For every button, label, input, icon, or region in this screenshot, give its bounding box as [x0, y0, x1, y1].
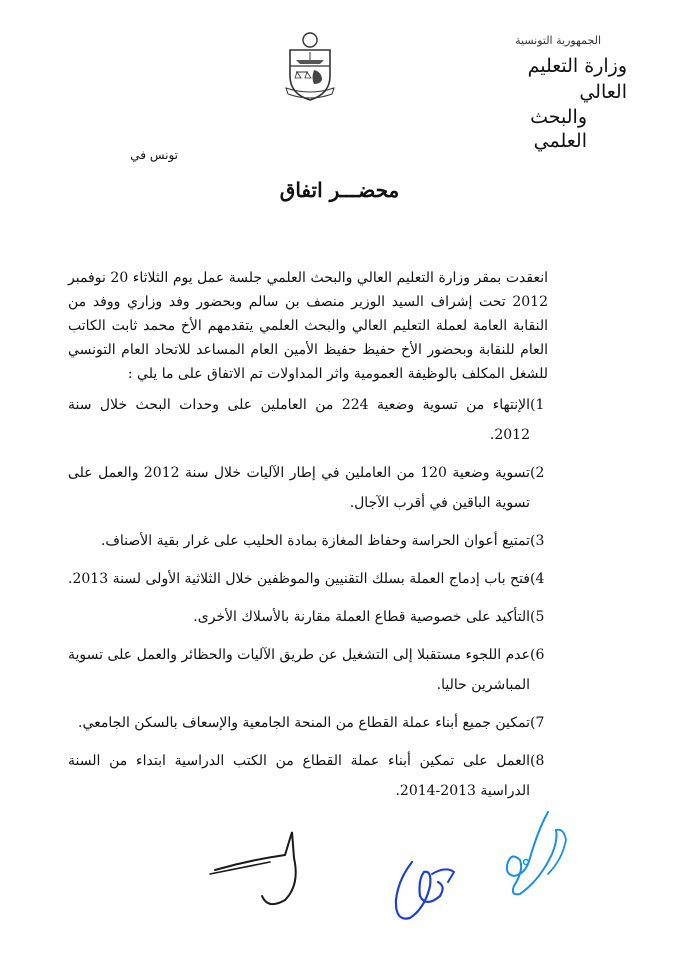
item-number: 2) — [530, 465, 545, 481]
signature-black — [215, 832, 296, 904]
list-item — [68, 602, 548, 632]
document-title: محضـــر اتفاق — [279, 178, 400, 202]
signature-cyan — [507, 812, 557, 894]
item-number: 6) — [530, 647, 545, 663]
item-number: 3) — [530, 533, 545, 549]
signatures — [0, 800, 679, 960]
item-text: التأكيد على خصوصية قطاع العملة مقارنة بالأسلاك الأخرى. — [193, 609, 530, 625]
coat-of-arms-icon — [282, 30, 338, 104]
agreement-items — [68, 390, 548, 806]
letterhead — [477, 34, 627, 153]
item-text: الإنتهاء من تسوية وضعية 224 من العاملين على وحدات البحث خلال سنة 2012. — [68, 397, 530, 443]
list-item — [68, 564, 548, 594]
item-text: تسوية وضعية 120 من العاملين في إطار الآليات خلال سنة 2012 والعمل على تسوية الباقين في أقرب الآجال. — [68, 465, 530, 511]
ministry-name-line2: والبحث العلمي — [530, 106, 587, 152]
item-text: العمل على تمكين أبناء عملة القطاع من الكتب الدراسية ابتداء من السنة الدراسية 2013-2014. — [68, 753, 530, 799]
item-number: 1) — [530, 397, 545, 413]
item-text: تمكين جميع أبناء عملة القطاع من المنحة الجامعية والإسعاف بالسكن الجامعي. — [78, 715, 530, 731]
item-text: تمتيع أعوان الحراسة وحفاظ المغازة بمادة الحليب على غرار بقية الأصناف. — [100, 533, 530, 549]
item-number: 7) — [530, 715, 545, 731]
item-text: فتح باب إدماج العملة بسلك التقنيين والموظفين خلال الثلاثية الأولى لسنة 2013. — [68, 571, 530, 587]
list-item — [68, 640, 548, 700]
document-body — [68, 266, 548, 814]
intro-paragraph: انعقدت بمقر وزارة التعليم العالي والبحث العلمي جلسة عمل يوم الثلاثاء 20 نوفمبر 2012 تحت إشراف السيد الوزير منصف بن سالم وبحضور وفد وزاري ووفد من النقابة العامة لعملة التعليم العالي والبحث العلمي يتقدمهم الأخ محمد ثابت الكاتب العام للنقابة وبحضور الأخ حفيظ حفيظ الأمين العام المساعد للاتحاد العام التونسي للشغل المكلف بالوظيفة العمومية واثر المداولات تم الاتفاق على ما يلي : — [68, 270, 548, 382]
list-item — [68, 390, 548, 450]
place-date-label: تونس في — [130, 148, 178, 162]
ministry-name-line1: وزارة التعليم العالي — [527, 55, 627, 103]
item-number: 5) — [530, 609, 545, 625]
item-text: عدم اللجوء مستقبلا إلى التشغيل عن طريق الآليات والحظائر والعمل على تسوية المباشرين حاليا. — [68, 647, 530, 693]
signature-blue — [396, 862, 443, 919]
republic-label: الجمهورية التونسية — [515, 34, 601, 47]
item-number: 4) — [530, 571, 545, 587]
list-item — [68, 526, 548, 556]
list-item — [68, 458, 548, 518]
list-item — [68, 708, 548, 738]
list-item — [68, 746, 548, 806]
item-number: 8) — [530, 753, 545, 769]
